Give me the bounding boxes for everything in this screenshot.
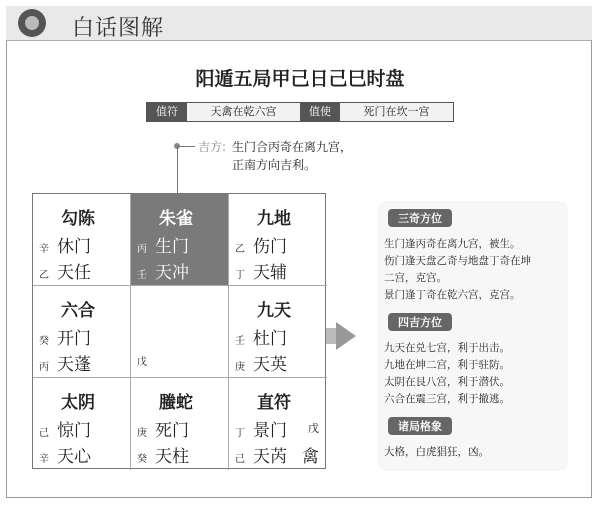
star-label: 天冲 <box>155 263 189 283</box>
stem-label: 辛 <box>39 244 49 255</box>
stem-label: 丁 <box>235 270 245 281</box>
door-label: 杜门 <box>253 329 287 349</box>
panel-heading: 四吉方位 <box>388 313 452 331</box>
stem-label: 庚 <box>137 428 147 439</box>
logo-icon <box>18 9 46 37</box>
star-label: 天英 <box>253 355 287 375</box>
stem-label: 壬 <box>137 270 147 281</box>
deity-label: 九天 <box>257 301 291 321</box>
arrow-right-icon <box>336 322 356 350</box>
deity-label: 九地 <box>257 209 291 229</box>
door-label: 惊门 <box>57 421 91 441</box>
callout-line <box>177 146 178 196</box>
stem-label: 戊 <box>137 357 147 368</box>
door-label: 休门 <box>57 237 91 257</box>
zhishi-value: 死门在坎一宫 <box>340 103 453 121</box>
door-label: 死门 <box>155 421 189 441</box>
palace-cell <box>229 194 327 286</box>
deity-label: 直符 <box>257 393 291 413</box>
star-label: 天辅 <box>253 263 287 283</box>
palace-cell <box>33 194 131 286</box>
panel-line: 伤门逢天盘乙奇与地盘丁奇在坤 <box>384 255 531 267</box>
star-label: 禽 <box>302 447 319 467</box>
palace-cell <box>229 286 327 378</box>
panel-heading: 诸局格象 <box>388 417 452 435</box>
palace-cell <box>229 378 327 470</box>
palace-cell-center <box>131 286 229 378</box>
palace-cell-highlight <box>131 194 229 286</box>
star-label: 天心 <box>57 447 91 467</box>
panel-line: 太阴在艮八宫，利于潜伏。 <box>384 376 510 388</box>
deity-label: 六合 <box>61 301 95 321</box>
deity-label: 朱雀 <box>159 209 193 229</box>
door-label: 景门 <box>253 421 287 441</box>
legend-bar <box>146 102 454 122</box>
stem-label: 戊 <box>308 422 319 435</box>
deity-label: 勾陈 <box>61 209 95 229</box>
callout-label: 吉方: <box>198 140 227 154</box>
panel-line: 九天在兑七宫，利于出击。 <box>384 342 510 354</box>
stem-label: 丁 <box>235 428 245 439</box>
panel-line: 二宫，克宫。 <box>384 272 447 284</box>
door-label: 伤门 <box>253 237 287 257</box>
door-label: 生门 <box>155 237 189 257</box>
deity-label: 太阴 <box>61 393 95 413</box>
stem-label: 癸 <box>137 454 147 465</box>
stem-label: 辛 <box>39 454 49 465</box>
star-label: 天任 <box>57 263 91 283</box>
palace-cell <box>33 378 131 470</box>
zhishi-tag: 值使 <box>300 103 340 121</box>
stem-label: 丙 <box>39 362 49 373</box>
zhifu-tag: 值符 <box>147 103 187 121</box>
stem-label: 乙 <box>39 270 49 281</box>
door-label: 开门 <box>57 329 91 349</box>
star-label: 天蓬 <box>57 355 91 375</box>
stem-label: 癸 <box>39 336 49 347</box>
panel-line: 九地在坤二宫，利于驻防。 <box>384 359 510 371</box>
callout-text: 生门合丙奇在离九宫，正南方向吉利。 <box>232 140 353 172</box>
stem-label: 己 <box>235 454 245 465</box>
palace-cell <box>131 378 229 470</box>
palace-cell <box>33 286 131 378</box>
callout-line <box>177 146 195 147</box>
panel-line: 生门逢丙奇在离九宫，被生。 <box>384 238 521 250</box>
stem-label: 庚 <box>235 362 245 373</box>
panel-line: 景门逢丁奇在乾六宫，克宫。 <box>384 289 521 301</box>
star-label: 天芮 <box>253 447 287 467</box>
panel-line: 大格，白虎猖狂，凶。 <box>384 446 489 458</box>
stem-label: 壬 <box>235 336 245 347</box>
page-title: 阳遁五局甲己日己巳时盘 <box>195 68 405 90</box>
section-title: 白话图解 <box>72 16 165 41</box>
stem-label: 己 <box>39 428 49 439</box>
palace-grid <box>32 193 326 469</box>
stem-label: 乙 <box>235 244 245 255</box>
zhifu-value: 天禽在乾六宫 <box>187 103 300 121</box>
panel-heading: 三奇方位 <box>388 209 452 227</box>
panel-line: 六合在震三宫，利于撤逃。 <box>384 393 510 405</box>
section-header <box>6 6 592 41</box>
star-label: 天柱 <box>155 447 189 467</box>
deity-label: 螣蛇 <box>159 393 193 413</box>
stem-label: 丙 <box>137 244 147 255</box>
